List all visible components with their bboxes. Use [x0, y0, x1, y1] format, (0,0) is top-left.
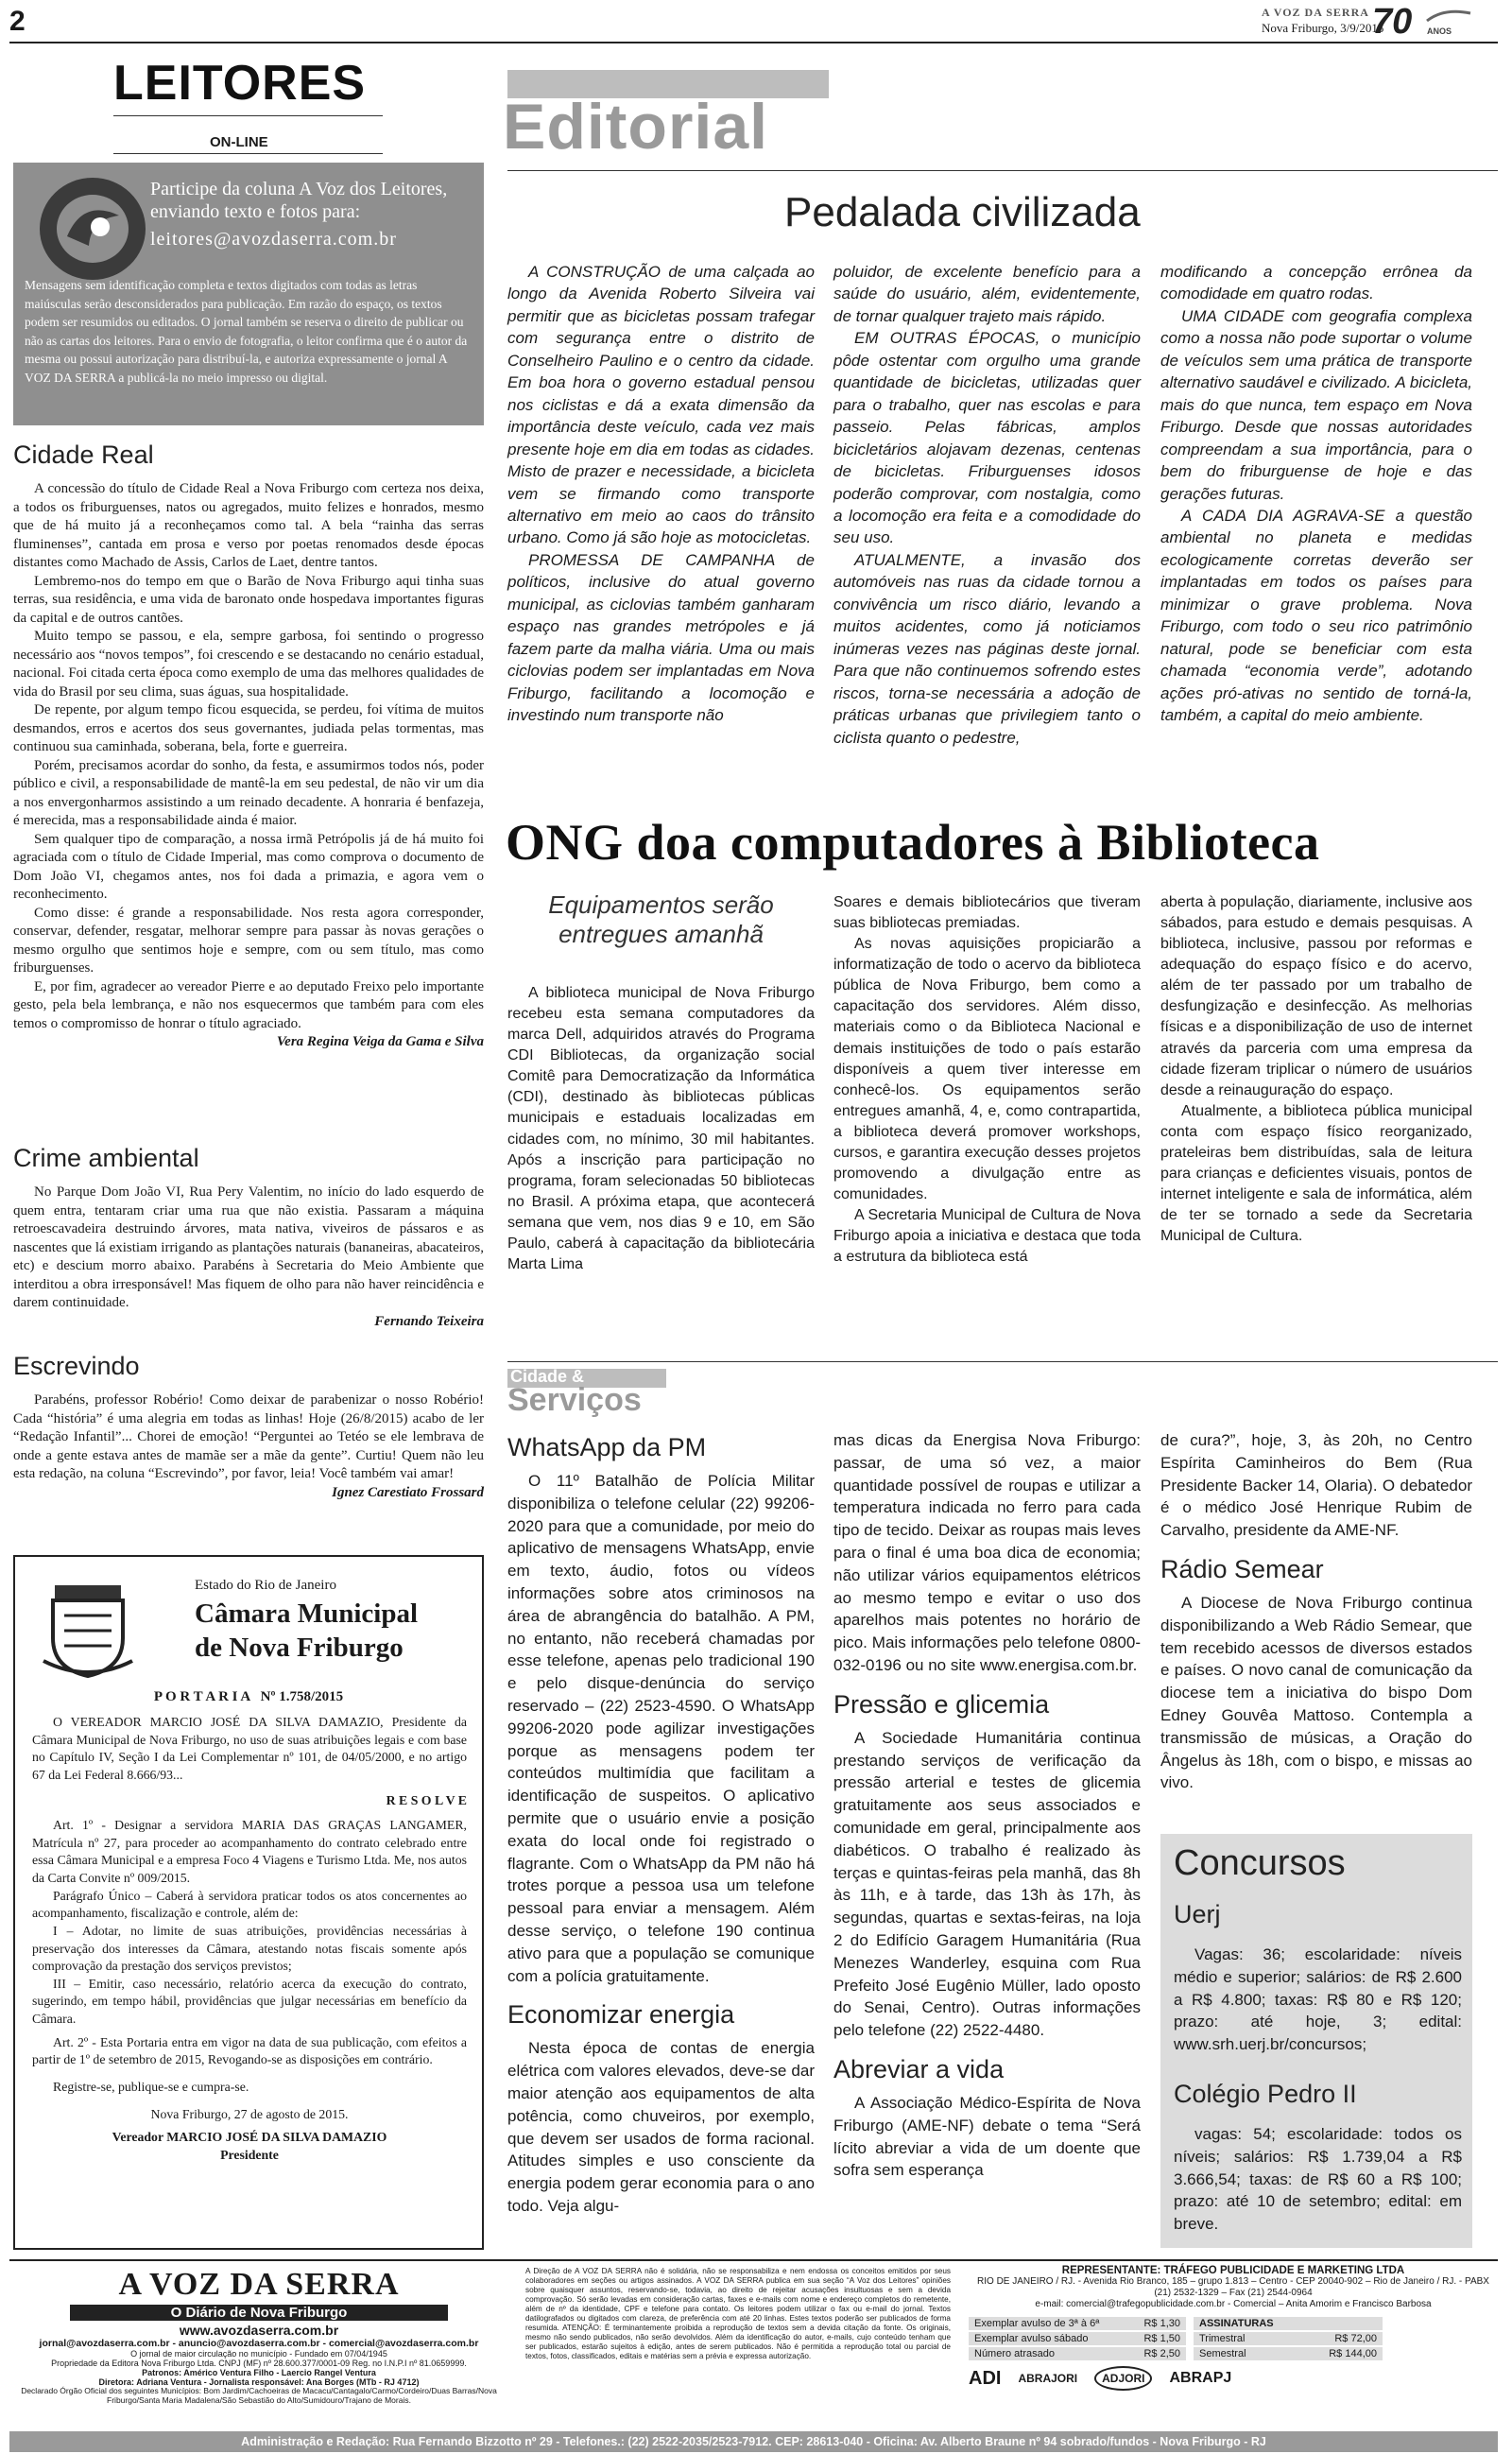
footer-company: Propriedade da Editora Nova Friburgo Ltda. CNPJ (MF) nº 28.600.377/0001-09 Reg. no I.N.P.I nº 81.0659999.: [51, 2359, 467, 2368]
vida-text: A Associação Médico-Espírita de Nova Friburgo (AME-NF) debate o tema “Será lícito abreviar a vida de um doente que sofra sem esperança: [833, 2093, 1141, 2180]
leitores-subtitle: ON-LINE: [210, 134, 268, 150]
logo-adi: ADI: [969, 2367, 1002, 2389]
letter-paragraph: A concessão do título de Cidade Real a Nova Friburgo com certeza nos deixa, a todos os friburguenses, natos ou agregados, muito felizes e honrados, mesmo que de há muito já a reconheçamos como tal. A bela “rainha das serras fluminenses”, cantada em prosa e verso por poetas renomados desde épocas distantes como Machado de Assis, Carlos de Laet, dentre tantos.: [13, 481, 484, 570]
letter-paragraph: Porém, precisamos acordar do sonho, da festa, e assumirmos todos nós, poder público e civil, a responsabilidade de mantê-la em seu pedestal, de não vir um dia a nos envergonharmos assistindo a um reinado decadente. A honraria é benfazeja, é merecida, mas a responsabilidade ainda é maior.: [13, 757, 484, 828]
camara-art2: Art. 2º - Esta Portaria entra em vigor na data de sua publicação, com efeitos a partir de 1º de setembro de 2015, Revogando-se as disposições em contrário.: [32, 2034, 467, 2067]
anniversary-number: 70: [1372, 2, 1413, 42]
price-row: [969, 2317, 1186, 2330]
servicos-section-line2: Serviços: [507, 1382, 642, 1418]
subs-label: Trimestral: [1199, 2333, 1246, 2344]
rep-address: RIO DE JANEIRO / RJ. - Avenida Rio Branco, 185 – grupo 1.813 – Centro - CEP 20040-902 – Rio de Janeiro / RJ. - PABX (21) 2532-1329 – Fax (21) 2544-0964: [977, 2276, 1489, 2298]
editorial-col-1: [507, 261, 815, 727]
letter-body: [13, 480, 484, 1052]
footer-representative: [969, 2265, 1498, 2391]
subs-row: [1194, 2332, 1383, 2345]
logo-adjori: ADJORI: [1094, 2366, 1152, 2391]
footer-municipios: Declarado Órgão Oficial dos seguintes Municípios: Bom Jardim/Cachoeiras de Macacu/Cantagalo/Carmo/Cordeiro/Duas Barras/Nova Friburgo/Santa Maria Madalena/São Sebastião do Alto/Sumidouro/Trajano de Morais.: [21, 2386, 497, 2405]
footer-emails[interactable]: jornal@avozdaserra.com.br - anuncio@avozdaserra.com.br - comercial@avozdaserra.com.br: [39, 2338, 479, 2349]
leitores-rule: [113, 115, 383, 116]
editorial-paragraph: A CADA DIA AGRAVA-SE a questão ambiental no planeta e medidas ecologicamente corretas deverão ser implantadas em todos os países para minimizar o grave problema. Nova Friburgo, com todo o seu rico patrimônio natural, pode se beneficiar com esta chamada “economia verde”, adotando ações pró-ativas no sentido de torná-la, também, a capital do meio ambiente.: [1160, 506, 1472, 725]
camara-name-2: de Nova Friburgo: [195, 1633, 404, 1663]
leitores-box: [13, 163, 484, 425]
leitores-invite: Participe da coluna A Voz dos Leitores, enviando texto e fotos para:: [150, 179, 448, 222]
letter-title: Escrevindo: [13, 1352, 140, 1380]
ong-col-3: [1160, 892, 1472, 1247]
subs-value: R$ 144,00: [1329, 2348, 1377, 2359]
letter-paragraph: Sem qualquer tipo de comparação, a nossa irmã Petrópolis já de há muito foi agraciada com o título de Cidade Imperial, mas como comprova o documento de Dom João VI, chegamos antes, nos foi dada a primazia, e agora vem o reconhecimento.: [13, 831, 484, 902]
dateline: Nova Friburgo, 3/9/2015: [1262, 21, 1384, 35]
camara-signer-role: Presidente: [220, 2147, 279, 2162]
price-value: R$ 2,50: [1143, 2348, 1180, 2359]
energia-text-continued: mas dicas da Energisa Nova Friburgo: passar, de uma só vez, a maior quantidade possível de roupas e utilizar a temperatura indicada no ferro para cada tipo de tecido. Deixar as roupas mais leves para o final é uma boa dica de economia; não utilizar vários equipamentos elétricos ao mesmo tempo e evitar o uso dos aparelhos mais potentes no horário de pico. Mais informações pelo telefone 0800-032-0196 ou no site www.energisa.com.br.: [833, 1431, 1141, 1674]
footer-disclaimer: A Direção de A VOZ DA SERRA não é solidária, não se responsabiliza e nem endossa os conceitos emitidos por seus colaboradores em seções ou artigos assinados. A VOZ DA SERRA publica em sua seção “A Voz dos Leitores” opiniões sobre quaisquer assuntos, reservando-se, todavia, ao direito de rejeitar acusações insultuosas e sem a devida comprovação. Só serão levadas em consideração cartas, faxes e e-mails com nome e endereço completos do remetente, além de nº da identidade, CPF e telefone para contato. Os leitores podem utilizar o fax ou e-mail do jornal. Textos datilografados ou digitados com clareza, de preferência com até 20 linhas. Estes textos poderão ser publicados de forma resumida. ATENÇÃO: É terminantemente proibida a reprodução de textos sem a devida citação da fonte. Os originais, mesmo não sendo publicados, não serão devolvidos. Além da identificação do autor, e-mails, cujo conteúdo tenham que ser publicados, estarão sujeitos à edição, antes de serem publicados. Não é permitida a reprodução total ou parcial de textos, fotos, classificados, editais e matérias sem a prévia e expressa autorização.: [525, 2267, 951, 2360]
footer-logos: [969, 2366, 1498, 2391]
letter-paragraph: Como disse: é grande a responsabilidade. Nos resta agora corresponder, conservar, defender, resgatar, melhorar sempre para passar às novas gerações o mesmo orgulho que sentimos hoje e sempre, com ou sem título, mas como friburguenses.: [13, 905, 484, 976]
footer-founded: O jornal de maior circulação no município - Fundado em 07/04/1945: [130, 2349, 387, 2359]
leitores-notice: Mensagens sem identificação completa e textos digitados com todas as letras maiúsculas serão desconsiderados para publicação. Em razão do espaço, os textos podem ser resumidos ou editados. O jornal também se reserva o direito de publicar ou não as cartas dos leitores. Para o envio de fotografia, o leitor confirma que é o autor da mesma ou possui autorização para distribuí-la, e autoriza expressamente o jornal A VOZ DA SERRA a publicá-la no meio impresso ou digital.: [25, 278, 468, 385]
cp2-title: Colégio Pedro II: [1174, 2080, 1357, 2108]
servicos-section-line1: Cidade &: [510, 1367, 585, 1386]
header-rule: [9, 42, 1498, 43]
ong-kicker: [507, 890, 815, 949]
letter-paragraph: Parabéns, professor Robério! Como deixar de parabenizar o nosso Robério! Cada “história” é uma alegria em todas as linhas! Hoje (26/8/2015) acabo de ler “Redação Infantil”... Chorei de emoção! “Perguntei ao Tetéo se ele lembrava de onde a gente estava antes de mamãe ser a mãe da gente”. Curtiu! Quem não leu esta redação, na coluna “Escrevindo”, por favor, leia! Você também vai amar!: [13, 1392, 484, 1481]
servicos-col-3: [1160, 1429, 1472, 1794]
at-sign-icon: [34, 170, 157, 284]
price-row: [969, 2347, 1186, 2360]
editorial-paragraph: UMA CIDADE com geografia complexa como a nossa não pode suportar o volume de veículos sem uma prática de transporte alternativo saudável e civilizado. A bicicleta, mais do que nunca, tem espaço em Nova Friburgo. Desde que nossas autoridades compreendam a sua importância, para o bem do friburguense de hoje e das gerações futuras.: [1160, 306, 1472, 503]
subs-title: ASSINATURAS: [1194, 2317, 1383, 2330]
ong-headline: ONG doa computadores à Biblioteca: [506, 814, 1320, 871]
ong-paragraph: Soares e demais bibliotecários que tiveram suas bibliotecas premiadas.: [833, 894, 1141, 932]
footer-owner: O Diário de Nova Friburgo: [70, 2305, 448, 2321]
camara-portaria: P O R T A R I A Nº 1.758/2015: [153, 1689, 344, 1704]
footer-paper-name: A VOZ DA SERRA: [118, 2267, 400, 2302]
camara-body: [32, 1714, 467, 2164]
editorial-col-3: [1160, 261, 1472, 727]
editorial-paragraph: ATUALMENTE, a invasão dos automóveis nas ruas da cidade tornou a convivência um risco diário, levando a muitos acidentes, como já noticiamos inúmeras vezes nas páginas deste jornal. Para que não continuemos sofrendo estes riscos, torna-se necessária a adoção de práticas urbanas que privilegiem tanto o ciclista quanto o pedestre,: [833, 550, 1141, 747]
camara-item3: III – Emitir, caso necessário, relatório acerca da execução do contrato, sugerindo, em tempo hábil, providências que julgar necessárias em benefício da Câmara.: [32, 1976, 467, 2026]
camara-state: Estado do Rio de Janeiro: [195, 1578, 336, 1593]
camara-closing: Registre-se, publique-se e cumpra-se.: [53, 2079, 249, 2094]
editorial-paragraph: EM OUTRAS ÉPOCAS, o município pôde ostentar com orgulho uma grande quantidade de bicicletas, utilizadas quer para o trabalho, quer nas escolas e para passeio. Pelas fábricas, amplos bicicletários alojavam dezenas, centenas de bicicletas. Friburguenses idosos poderão comprovar, com nostalgia, como a locomoção era feita e a comodidade do seu uso.: [833, 329, 1141, 547]
editorial-rule: [507, 170, 1498, 171]
camara-item1: I – Adotar, no limite de suas atribuições, providências necessárias à preservação dos interesses da Câmara, atestando notas fiscais somente após comprovação da prestação dos serviços previstos;: [32, 1923, 467, 1974]
whatsapp-text: O 11º Batalhão de Polícia Militar disponibiliza o telefone celular (22) 99206-2020 para que a comunidade, por meio do aplicativo de mensagens WhatsApp, envie em texto, áudio, fotos ou vídeos informações sobre atos criminosos na área de abrangência do batalhão. A PM, no entanto, não receberá chamadas por esse telefone, apenas pelo tradicional 190 e pelo disque-denúncia do serviço reservado – (22) 2523-4590. O WhatsApp 99206-2020 pode agilizar investigações porque as mensagens podem ter conteúdos multimídia que facilitam a identificação de suspeitos. O aplicativo permite que o usuário envie a posição exata do local onde foi registrado o flagrante. Com o WhatsApp da PM não há trotes porque a pessoa usa um telefone pessoal para enviar a mensagem. Além desse serviço, o telefone 190 continua ativo para que a população se comunique com a polícia gratuitamente.: [507, 1472, 815, 1985]
letter-title: Cidade Real: [13, 441, 154, 469]
vida-title: Abreviar a vida: [833, 2054, 1005, 2083]
editorial-headline: Pedalada civilizada: [784, 189, 1141, 235]
footer-address-bar: Administração e Redação: Rua Fernando Bizzotto nº 29 - Telefones.: (22) 2522-2035/2523-7912. CEP: 28613-040 - Oficina: Av. Alberto Braune nº 94 sobrado/fundos - Nova Friburgo - RJ: [9, 2431, 1498, 2452]
editorial-paragraph: PROMESSA DE CAMPANHA de políticos, inclusive do atual governo municipal, as ciclovias também ganharam espaço nas grandes metrópoles e já fazem parte da malha viária. Uma ou mais ciclovias podem ser implantadas em Nova Friburgo, facilitando a locomoção e investindo num transporte não: [507, 550, 815, 725]
servicos-rule: [507, 1361, 1498, 1362]
letter-author: Fernando Teixeira: [374, 1313, 484, 1329]
anniversary-logo: [1372, 2, 1478, 42]
price-table: [969, 2317, 1498, 2360]
leitores-title: LEITORES: [113, 56, 367, 111]
camara-art1: Art. 1º - Designar a servidora MARIA DAS GRAÇAS LANGAMER, Matrícula nº 27, para proceder ao acompanhamento do contrato celebrado entre essa Câmara Municipal e a empresa Foco 4 Viagens e Turismo Ltda. Me, nos autos da Carta Convite nº 009/2015.: [32, 1818, 467, 1885]
price-value: R$ 1,30: [1143, 2318, 1180, 2329]
editorial-paragraph: poluidor, de excelente benefício para a saúde do usuário, além, evidentemente, de tornar qualquer trajeto mais rápido.: [833, 263, 1141, 325]
leitores-rule-2: [113, 153, 383, 154]
page-number: 2: [9, 6, 26, 37]
uerj-text: Vagas: 36; escolaridade: níveis médio e superior; salários: de R$ 2.600 a R$ 4.800; taxas: R$ 80 e R$ 120; prazo: até hoje, 3; edital: www.srh.uerj.br/concursos;: [1174, 1945, 1462, 2054]
letter-paragraph: No Parque Dom João VI, Rua Pery Valentim, no início do lado esquerdo de quem entra, tentaram criar uma rua que não existia. Passaram a máquina retroescavadeira destruindo árvores, mata nativa, viveiros de pássaros e as nascentes que lá existiam irrigando as plantações naturais (bananeiras, abacateiros, etc) e descium morro abaixo. Parabéns à Secretaria do Meio Ambiente que interditou a obra irresponsável! Mas fiquem de olho para não haver reincidência e darem continuidade.: [13, 1184, 484, 1310]
anniversary-word: ANOS: [1427, 26, 1452, 36]
leitores-email-link[interactable]: leitores@avozdaserra.com.br: [150, 229, 397, 250]
letter-paragraph: Muito tempo se passou, e ela, sempre garbosa, foi sentindo o progresso necessário aos “novos tempos”, foi crescendo e se destacando no cenário estadual, nacional. Foi citada certa época como exemplo de uma das melhores qualidades de vida do Brasil por seu clima, suas águas, sua hospitalidade.: [13, 629, 484, 700]
ong-paragraph: Atualmente, a biblioteca pública municipal conta com espaço físico reorganizado, prateleiras bem distribuídas, sala de leitura para crianças e deficientes visuais, pontos de internet inteligente e sala de informática, além de ter se tornado a sede da Secretaria Municipal de Cultura.: [1160, 1102, 1472, 1245]
camara-signer: Vereador MARCIO JOSÉ DA SILVA DAMAZIO: [112, 2130, 387, 2145]
masthead-small: A VOZ DA SERRA: [1262, 6, 1369, 19]
camara-date: Nova Friburgo, 27 de agosto de 2015.: [150, 2106, 349, 2121]
price-value: R$ 1,50: [1143, 2333, 1180, 2344]
letter-paragraph: Lembremo-nos do tempo em que o Barão de Nova Friburgo aqui tinha suas terras, sua residência, e uma vida de baronato onde hospedava importantes figuras da capital e de outros cantões.: [13, 573, 484, 626]
radio-text: A Diocese de Nova Friburgo continua disponibilizando a Web Rádio Semear, que tem recebido acessos de diversos estados e países. O novo canal de comunicação da diocese tem a iniciativa do bispo Dom Edney Gouvêa Mattoso. Contempla a transmissão de músicas, a Oração do Ângelus às 18h, com o bispo, e missas ao vivo.: [1160, 1593, 1472, 1792]
price-label: Número atrasado: [974, 2348, 1055, 2359]
rep-email[interactable]: e-mail: comercial@trafegopublicidade.com.br - Comercial – Anita Amorim e Francisco Barbosa: [1035, 2299, 1432, 2309]
editorial-col-2: [833, 261, 1141, 749]
logo-abrajori: ABRAJORI: [1018, 2372, 1078, 2385]
editorial-paragraph: A CONSTRUÇÃO de uma calçada ao longo da Avenida Roberto Silveira vai permitir que as bicicletas possam trafegar com segurança entre o distrito de Conselheiro Paulino e o centro da cidade. Em boa hora o governo estadual pensou nos ciclistas e dá a exata dimensão da importância deste veículo, cada vez mais presente hoje em dia em todas as cidades. Misto de prazer e necessidade, a bicicleta vem se firmando como transporte alternativo em meio ao caos do trânsito urbano. Como já são hoje as motocicletas.: [507, 263, 815, 547]
price-label: Exemplar avulso de 3ª à 6ª: [974, 2318, 1100, 2329]
ong-kicker-text: Equipamentos serão entregues amanhã: [548, 890, 774, 949]
vida-text-continued: de cura?”, hoje, 3, às 20h, no Centro Espírita Caminheiros do Bem (Rua Presidente Backer 14, Olaria). O debatedor é o médico José Henrique Rubim de Carvalho, presidente da AME-NF.: [1160, 1431, 1472, 1540]
subscriptions: [1194, 2317, 1383, 2360]
letter-body: [13, 1391, 484, 1502]
uerj-title: Uerj: [1174, 1900, 1221, 1928]
camara-box: [13, 1555, 484, 2250]
ong-paragraph: A Secretaria Municipal de Cultura de Nova Friburgo apoia a iniciativa e destaca que toda a estrutura da biblioteca está: [833, 1207, 1141, 1266]
letter-paragraph: E, por fim, agradecer ao vereador Pierre e ao deputado Freixo pelo importante gesto, pela bela lembrança, e não nos esquecermos que também para com eles temos o compromisso de honrar o título agraciado.: [13, 978, 484, 1031]
footer-diretora: Diretora: Adriana Ventura - Jornalista responsável: Ana Borges (MTb - RJ 4712): [98, 2377, 420, 2387]
letter-author: Ignez Carestiato Frossard: [332, 1484, 484, 1500]
cp2-text: vagas: 54; escolaridade: todos os níveis; salários: R$ 1.739,04 a R$ 3.666,54; taxas: de R$ 60 a R$ 100; prazo: até 10 de setembro; edital: em breve.: [1174, 2125, 1462, 2234]
subs-row: [1194, 2347, 1383, 2360]
camara-intro: O VEREADOR MARCIO JOSÉ DA SILVA DAMAZIO, Presidente da Câmara Municipal de Nova Friburgo, no uso de suas atribuições legais e com base no Capítulo IV, Seção I da Lei Complementar nº 101, de 04/05/2000, e no artigo 67 da Lei Federal 8.666/93...: [32, 1715, 467, 1782]
editorial-section-title: Editorial: [503, 91, 769, 163]
price-label: Exemplar avulso sábado: [974, 2333, 1089, 2344]
pressao-title: Pressão e glicemia: [833, 1689, 1050, 1719]
subs-value: R$ 72,00: [1334, 2333, 1377, 2344]
letter-paragraph: De repente, por algum tempo ficou esquecida, se perdeu, foi vítima de muitos desmandos, erros e acertos dos seus governantes, judiada pelas tormentas, mas continuou sua caminhada, soberana, bela, forte e guerreira.: [13, 702, 484, 754]
servicos-col-2: [833, 1429, 1141, 2182]
price-row: [969, 2332, 1186, 2345]
ong-col-2: [833, 892, 1141, 1268]
concursos-title: Concursos: [1174, 1843, 1346, 1883]
coat-of-arms-icon: [36, 1578, 140, 1682]
footer-masthead: [13, 2267, 505, 2406]
camara-resolve: R E S O L V E: [386, 1792, 467, 1807]
subs-label: Semestral: [1199, 2348, 1246, 2359]
ong-paragraph: aberta à população, diariamente, inclusive aos sábados, para estudo e demais pesquisas. A biblioteca, inclusive, passou por reformas e adequação do espaço físico e do acervo, além de ter passado por um trabalho de desfungização e desinfecção. As melhorias físicas e a disponibilização de uso de internet através da parceria com uma empresa da cidade fizeram triplicar o número de usuários desde a reinauguração do espaço.: [1160, 894, 1472, 1098]
ribbon-icon: [1425, 8, 1472, 25]
editorial-paragraph: modificando a concepção errônea da comodidade em quatro rodas.: [1160, 263, 1472, 303]
price-list: [969, 2317, 1186, 2360]
letter-body: [13, 1184, 484, 1331]
logo-abrapj: ABRAPJ: [1169, 2370, 1232, 2386]
pressao-text: A Sociedade Humanitária continua prestando serviços de verificação da pressão arterial e testes de glicemia gratuitamente aos seus associados e comunidade em geral, principalmente aos diabéticos. O trabalho é realizado às terças e quintas-feiras pela manhã, das 8h às 11h, e à tarde, das 13h às 17h, às segundas, quartas e sextas-feiras, na loja 2 do Edifício Garagem Humanitária (Rua Menezes Wanderley, esquina com Rua Prefeito José Eugênio Müller, lado oposto do Senai, Centro). Outras informações pelo telefone (22) 2522-4480.: [833, 1728, 1141, 2040]
ong-paragraph: A biblioteca municipal de Nova Friburgo recebeu esta semana computadores da marca Dell, adquiridos através do Programa CDI Bibliotecas, da organização social Comitê para Democratização da Informática (CDI), destinado às bibliotecas públicas municipais e estaduais localizadas em cidades com, no mínimo, 30 mil habitantes. Após a inscrição para participação no programa, foram selecionadas 50 bibliotecas no Brasil. A próxima etapa, que acontecerá semana que vem, nos dias 9 e 10, em São Paulo, caberá à capacitação da bibliotecária Marta Lima: [507, 985, 815, 1273]
footer-site-link[interactable]: www.avozdaserra.com.br: [179, 2323, 339, 2338]
letter-author: Vera Regina Veiga da Gama e Silva: [276, 1034, 484, 1049]
footer-rule: [9, 2259, 1498, 2261]
whatsapp-title: WhatsApp da PM: [507, 1433, 707, 1461]
camara-paragrafo: Parágrafo Único – Caberá à servidora praticar todos os atos concernentes ao acompanhamento, fiscalização e controle, além de:: [32, 1888, 467, 1921]
energia-text: Nesta época de contas de energia elétrica com valores elevados, deve-se dar maior atenção aos equipamentos de alta potência, como chuveiros, por exemplo, que devem ser usados de forma racional. Atitudes simples e uso consciente da energia podem gerar economia para o ano todo. Veja algu-: [507, 2039, 815, 2215]
letter-title: Crime ambiental: [13, 1144, 199, 1172]
concursos-box: [1160, 1834, 1472, 2248]
rep-title: REPRESENTANTE: TRÁFEGO PUBLICIDADE E MARKETING LTDA: [1061, 2265, 1405, 2276]
ong-col-1: [507, 983, 815, 1275]
footer-patronos: Patronos: Américo Ventura Filho - Laercio Rangel Ventura: [142, 2368, 376, 2377]
camara-name-1: Câmara Municipal: [195, 1599, 419, 1629]
servicos-col-1: [507, 1433, 815, 2218]
energia-title: Economizar energia: [507, 2000, 735, 2030]
ong-paragraph: As novas aquisições propiciarão a informatização de todo o acervo da biblioteca pública de Nova Friburgo, bem como a capacitação dos servidores. Além disso, materiais como o da Biblioteca Nacional e demais instituições de todo o país estarão disponíveis a quem tiver interesse em conhecê-los. Os equipamentos serão entregues amanhã, 4, e, como contrapartida, a biblioteca deverá promover workshops, cursos, e garantira execução desses projetos promovendo a divulgação entre as comunidades.: [833, 936, 1141, 1203]
radio-title: Rádio Semear: [1160, 1554, 1324, 1583]
